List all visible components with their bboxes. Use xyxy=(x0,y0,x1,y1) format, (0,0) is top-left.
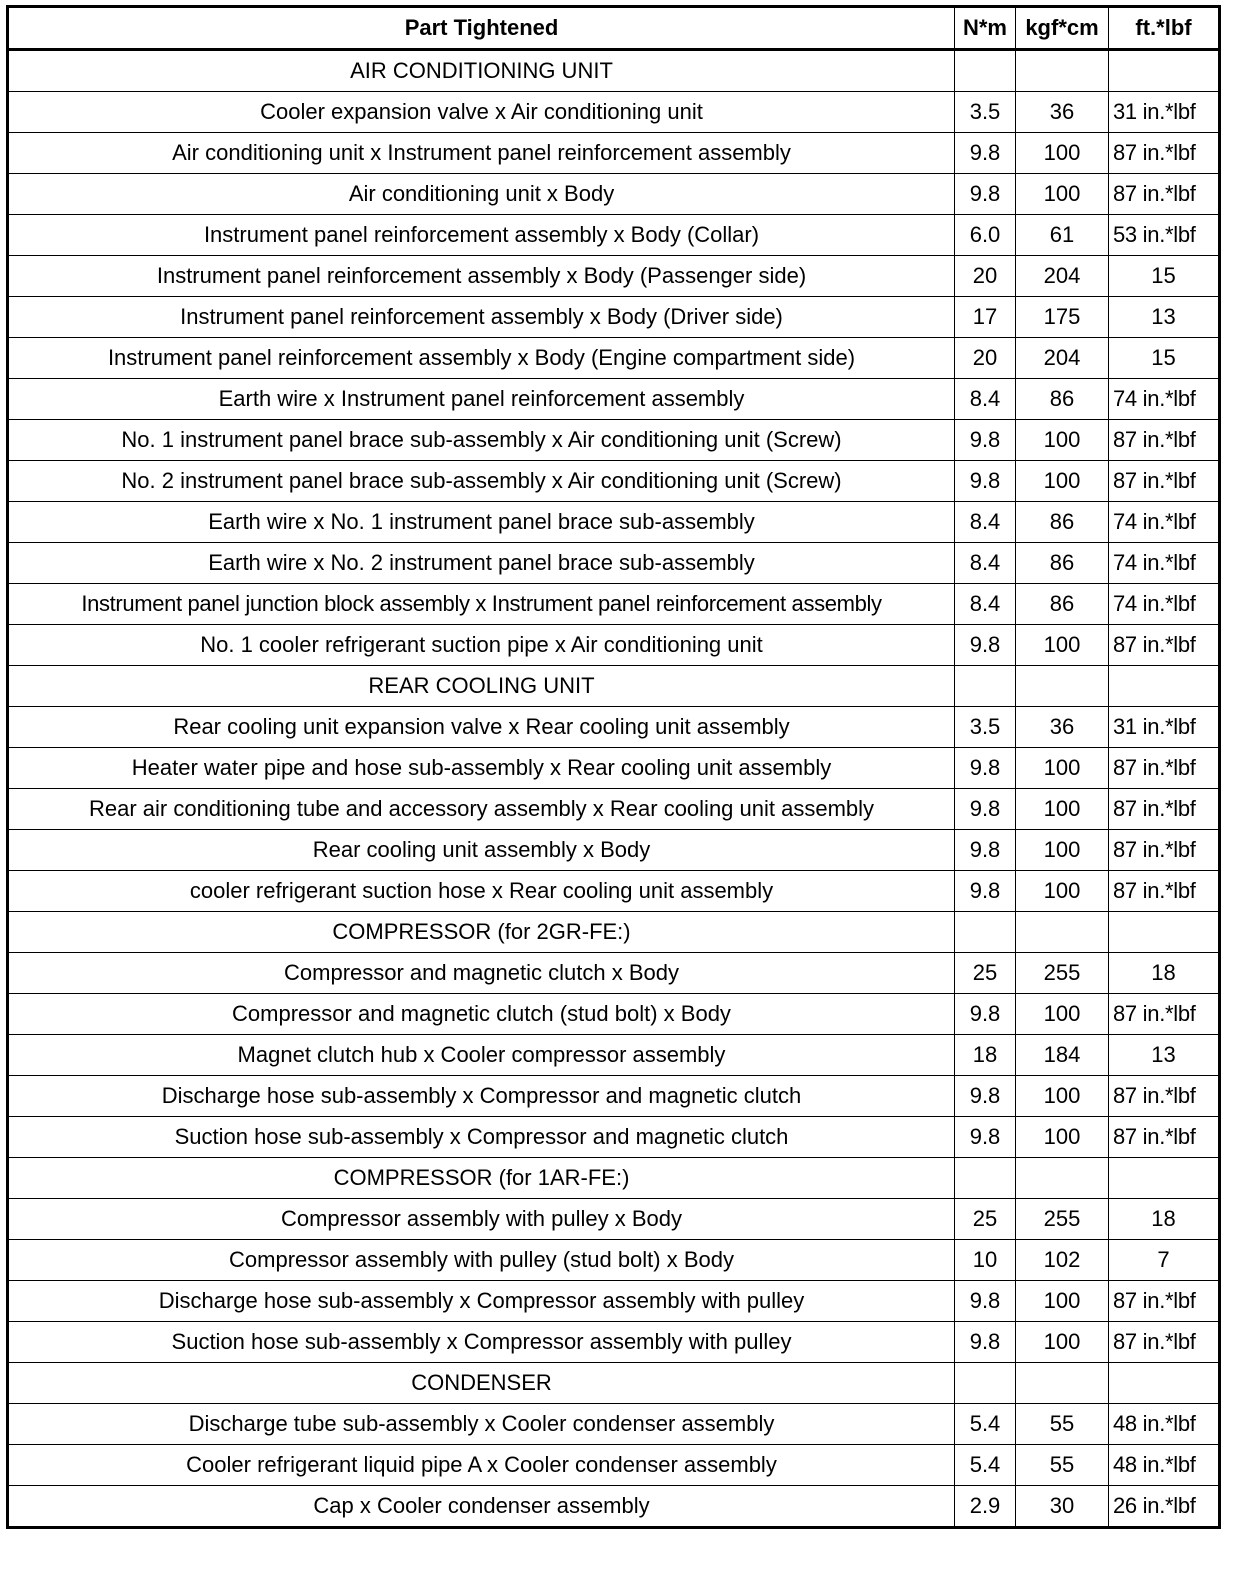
ft-lbf-cell: 15 xyxy=(1109,338,1220,379)
table-row xyxy=(8,1117,1220,1158)
header-kgf-cm: kgf*cm xyxy=(1016,7,1109,50)
ft-lbf-cell: 74 in.*lbf xyxy=(1109,502,1220,543)
section-row xyxy=(8,912,1220,953)
part-tightened-cell: Rear cooling unit expansion valve x Rear cooling unit assembly xyxy=(8,707,955,748)
table-row xyxy=(8,543,1220,584)
table-row xyxy=(8,379,1220,420)
newton-meter-cell: 20 xyxy=(955,338,1016,379)
table-row xyxy=(8,1035,1220,1076)
table-row xyxy=(8,502,1220,543)
newton-meter-cell: 9.8 xyxy=(955,994,1016,1035)
ft-lbf-cell: 74 in.*lbf xyxy=(1109,543,1220,584)
part-tightened-cell: No. 1 instrument panel brace sub-assembly x Air conditioning unit (Screw) xyxy=(8,420,955,461)
table-row xyxy=(8,1281,1220,1322)
kgf-cm-cell: 100 xyxy=(1016,1322,1109,1363)
table-row xyxy=(8,92,1220,133)
part-tightened-cell: Instrument panel junction block assembly x Instrument panel reinforcement assembly xyxy=(8,584,955,625)
part-tightened-cell: Discharge tube sub-assembly x Cooler condenser assembly xyxy=(8,1404,955,1445)
newton-meter-cell: 9.8 xyxy=(955,748,1016,789)
ft-lbf-cell: 87 in.*lbf xyxy=(1109,1117,1220,1158)
table-row xyxy=(8,707,1220,748)
table-row xyxy=(8,1240,1220,1281)
table-row xyxy=(8,584,1220,625)
kgf-cm-cell: 100 xyxy=(1016,789,1109,830)
empty-kgf-cell xyxy=(1016,50,1109,92)
empty-ft-cell xyxy=(1109,1363,1220,1404)
empty-ft-cell xyxy=(1109,666,1220,707)
part-tightened-cell: Rear air conditioning tube and accessory assembly x Rear cooling unit assembly xyxy=(8,789,955,830)
newton-meter-cell: 2.9 xyxy=(955,1486,1016,1528)
table-row xyxy=(8,256,1220,297)
ft-lbf-cell: 31 in.*lbf xyxy=(1109,707,1220,748)
table-row xyxy=(8,215,1220,256)
newton-meter-cell: 9.8 xyxy=(955,625,1016,666)
kgf-cm-cell: 184 xyxy=(1016,1035,1109,1076)
part-tightened-cell: Compressor and magnetic clutch (stud bolt) x Body xyxy=(8,994,955,1035)
table-row xyxy=(8,1076,1220,1117)
newton-meter-cell: 3.5 xyxy=(955,92,1016,133)
table-row xyxy=(8,625,1220,666)
section-title: COMPRESSOR (for 2GR-FE:) xyxy=(8,912,955,953)
part-tightened-cell: Magnet clutch hub x Cooler compressor assembly xyxy=(8,1035,955,1076)
kgf-cm-cell: 100 xyxy=(1016,748,1109,789)
part-tightened-cell: Discharge hose sub-assembly x Compressor assembly with pulley xyxy=(8,1281,955,1322)
kgf-cm-cell: 36 xyxy=(1016,92,1109,133)
newton-meter-cell: 6.0 xyxy=(955,215,1016,256)
newton-meter-cell: 25 xyxy=(955,1199,1016,1240)
section-row xyxy=(8,666,1220,707)
newton-meter-cell: 8.4 xyxy=(955,543,1016,584)
newton-meter-cell: 9.8 xyxy=(955,461,1016,502)
part-tightened-cell: Cap x Cooler condenser assembly xyxy=(8,1486,955,1528)
ft-lbf-cell: 87 in.*lbf xyxy=(1109,1322,1220,1363)
empty-nm-cell xyxy=(955,1158,1016,1199)
ft-lbf-cell: 53 in.*lbf xyxy=(1109,215,1220,256)
kgf-cm-cell: 100 xyxy=(1016,625,1109,666)
section-row xyxy=(8,1158,1220,1199)
kgf-cm-cell: 55 xyxy=(1016,1404,1109,1445)
kgf-cm-cell: 100 xyxy=(1016,461,1109,502)
part-tightened-cell: Air conditioning unit x Body xyxy=(8,174,955,215)
kgf-cm-cell: 86 xyxy=(1016,502,1109,543)
ft-lbf-cell: 74 in.*lbf xyxy=(1109,584,1220,625)
kgf-cm-cell: 100 xyxy=(1016,994,1109,1035)
kgf-cm-cell: 36 xyxy=(1016,707,1109,748)
part-tightened-cell: Instrument panel reinforcement assembly x Body (Passenger side) xyxy=(8,256,955,297)
part-tightened-cell: Heater water pipe and hose sub-assembly x Rear cooling unit assembly xyxy=(8,748,955,789)
ft-lbf-cell: 87 in.*lbf xyxy=(1109,830,1220,871)
part-tightened-cell: Compressor and magnetic clutch x Body xyxy=(8,953,955,994)
newton-meter-cell: 25 xyxy=(955,953,1016,994)
part-tightened-cell: Compressor assembly with pulley (stud bolt) x Body xyxy=(8,1240,955,1281)
section-title: REAR COOLING UNIT xyxy=(8,666,955,707)
table-row xyxy=(8,1322,1220,1363)
ft-lbf-cell: 7 xyxy=(1109,1240,1220,1281)
ft-lbf-cell: 87 in.*lbf xyxy=(1109,133,1220,174)
part-tightened-cell: Cooler expansion valve x Air conditioning unit xyxy=(8,92,955,133)
kgf-cm-cell: 61 xyxy=(1016,215,1109,256)
newton-meter-cell: 9.8 xyxy=(955,1076,1016,1117)
ft-lbf-cell: 87 in.*lbf xyxy=(1109,625,1220,666)
part-tightened-cell: Instrument panel reinforcement assembly x Body (Engine compartment side) xyxy=(8,338,955,379)
part-tightened-cell: Rear cooling unit assembly x Body xyxy=(8,830,955,871)
ft-lbf-cell: 87 in.*lbf xyxy=(1109,994,1220,1035)
newton-meter-cell: 9.8 xyxy=(955,174,1016,215)
newton-meter-cell: 9.8 xyxy=(955,1117,1016,1158)
empty-nm-cell xyxy=(955,50,1016,92)
newton-meter-cell: 9.8 xyxy=(955,133,1016,174)
newton-meter-cell: 9.8 xyxy=(955,1281,1016,1322)
ft-lbf-cell: 87 in.*lbf xyxy=(1109,789,1220,830)
empty-nm-cell xyxy=(955,912,1016,953)
table-row xyxy=(8,1199,1220,1240)
newton-meter-cell: 5.4 xyxy=(955,1404,1016,1445)
ft-lbf-cell: 87 in.*lbf xyxy=(1109,1076,1220,1117)
empty-kgf-cell xyxy=(1016,1158,1109,1199)
table-row xyxy=(8,994,1220,1035)
kgf-cm-cell: 100 xyxy=(1016,1076,1109,1117)
ft-lbf-cell: 87 in.*lbf xyxy=(1109,1281,1220,1322)
table-row xyxy=(8,871,1220,912)
part-tightened-cell: Earth wire x No. 1 instrument panel brace sub-assembly xyxy=(8,502,955,543)
table-row xyxy=(8,748,1220,789)
ft-lbf-cell: 87 in.*lbf xyxy=(1109,461,1220,502)
ft-lbf-cell: 48 in.*lbf xyxy=(1109,1445,1220,1486)
kgf-cm-cell: 100 xyxy=(1016,133,1109,174)
ft-lbf-cell: 87 in.*lbf xyxy=(1109,174,1220,215)
kgf-cm-cell: 102 xyxy=(1016,1240,1109,1281)
header-row xyxy=(8,7,1220,50)
section-title: AIR CONDITIONING UNIT xyxy=(8,50,955,92)
table-row xyxy=(8,1486,1220,1528)
part-tightened-cell: Compressor assembly with pulley x Body xyxy=(8,1199,955,1240)
kgf-cm-cell: 100 xyxy=(1016,420,1109,461)
table-row xyxy=(8,133,1220,174)
empty-nm-cell xyxy=(955,1363,1016,1404)
table-row xyxy=(8,1445,1220,1486)
newton-meter-cell: 3.5 xyxy=(955,707,1016,748)
part-tightened-cell: Earth wire x Instrument panel reinforcement assembly xyxy=(8,379,955,420)
ft-lbf-cell: 87 in.*lbf xyxy=(1109,420,1220,461)
newton-meter-cell: 20 xyxy=(955,256,1016,297)
table-row xyxy=(8,420,1220,461)
table-row xyxy=(8,297,1220,338)
ft-lbf-cell: 87 in.*lbf xyxy=(1109,871,1220,912)
part-tightened-cell: Instrument panel reinforcement assembly x Body (Collar) xyxy=(8,215,955,256)
section-row xyxy=(8,50,1220,92)
newton-meter-cell: 8.4 xyxy=(955,502,1016,543)
part-tightened-cell: No. 2 instrument panel brace sub-assembly x Air conditioning unit (Screw) xyxy=(8,461,955,502)
table-row xyxy=(8,338,1220,379)
ft-lbf-cell: 74 in.*lbf xyxy=(1109,379,1220,420)
kgf-cm-cell: 204 xyxy=(1016,338,1109,379)
kgf-cm-cell: 86 xyxy=(1016,379,1109,420)
part-tightened-cell: Earth wire x No. 2 instrument panel brace sub-assembly xyxy=(8,543,955,584)
empty-nm-cell xyxy=(955,666,1016,707)
part-tightened-cell: Air conditioning unit x Instrument panel reinforcement assembly xyxy=(8,133,955,174)
ft-lbf-cell: 15 xyxy=(1109,256,1220,297)
torque-specification-table xyxy=(6,5,1221,1529)
table-row xyxy=(8,953,1220,994)
section-title: CONDENSER xyxy=(8,1363,955,1404)
table-body xyxy=(8,50,1220,1528)
section-row xyxy=(8,1363,1220,1404)
table-row xyxy=(8,830,1220,871)
newton-meter-cell: 17 xyxy=(955,297,1016,338)
newton-meter-cell: 5.4 xyxy=(955,1445,1016,1486)
kgf-cm-cell: 100 xyxy=(1016,830,1109,871)
ft-lbf-cell: 13 xyxy=(1109,297,1220,338)
newton-meter-cell: 10 xyxy=(955,1240,1016,1281)
newton-meter-cell: 9.8 xyxy=(955,871,1016,912)
empty-ft-cell xyxy=(1109,50,1220,92)
kgf-cm-cell: 204 xyxy=(1016,256,1109,297)
newton-meter-cell: 8.4 xyxy=(955,379,1016,420)
empty-ft-cell xyxy=(1109,1158,1220,1199)
header-part-tightened: Part Tightened xyxy=(8,7,955,50)
newton-meter-cell: 8.4 xyxy=(955,584,1016,625)
empty-ft-cell xyxy=(1109,912,1220,953)
part-tightened-cell: Discharge hose sub-assembly x Compressor and magnetic clutch xyxy=(8,1076,955,1117)
newton-meter-cell: 9.8 xyxy=(955,1322,1016,1363)
ft-lbf-cell: 48 in.*lbf xyxy=(1109,1404,1220,1445)
section-title: COMPRESSOR (for 1AR-FE:) xyxy=(8,1158,955,1199)
newton-meter-cell: 18 xyxy=(955,1035,1016,1076)
empty-kgf-cell xyxy=(1016,1363,1109,1404)
kgf-cm-cell: 100 xyxy=(1016,1117,1109,1158)
header-newton-meter: N*m xyxy=(955,7,1016,50)
part-tightened-cell: Instrument panel reinforcement assembly x Body (Driver side) xyxy=(8,297,955,338)
ft-lbf-cell: 18 xyxy=(1109,953,1220,994)
part-tightened-cell: cooler refrigerant suction hose x Rear cooling unit assembly xyxy=(8,871,955,912)
kgf-cm-cell: 86 xyxy=(1016,584,1109,625)
kgf-cm-cell: 86 xyxy=(1016,543,1109,584)
kgf-cm-cell: 100 xyxy=(1016,871,1109,912)
empty-kgf-cell xyxy=(1016,666,1109,707)
kgf-cm-cell: 100 xyxy=(1016,174,1109,215)
ft-lbf-cell: 26 in.*lbf xyxy=(1109,1486,1220,1528)
newton-meter-cell: 9.8 xyxy=(955,830,1016,871)
newton-meter-cell: 9.8 xyxy=(955,789,1016,830)
part-tightened-cell: Cooler refrigerant liquid pipe A x Cooler condenser assembly xyxy=(8,1445,955,1486)
kgf-cm-cell: 55 xyxy=(1016,1445,1109,1486)
ft-lbf-cell: 13 xyxy=(1109,1035,1220,1076)
kgf-cm-cell: 255 xyxy=(1016,1199,1109,1240)
table-row xyxy=(8,789,1220,830)
kgf-cm-cell: 255 xyxy=(1016,953,1109,994)
header-ft-lbf: ft.*lbf xyxy=(1109,7,1220,50)
table-row xyxy=(8,1404,1220,1445)
kgf-cm-cell: 175 xyxy=(1016,297,1109,338)
ft-lbf-cell: 31 in.*lbf xyxy=(1109,92,1220,133)
ft-lbf-cell: 87 in.*lbf xyxy=(1109,748,1220,789)
newton-meter-cell: 9.8 xyxy=(955,420,1016,461)
kgf-cm-cell: 100 xyxy=(1016,1281,1109,1322)
kgf-cm-cell: 30 xyxy=(1016,1486,1109,1528)
ft-lbf-cell: 18 xyxy=(1109,1199,1220,1240)
table-row xyxy=(8,174,1220,215)
part-tightened-cell: Suction hose sub-assembly x Compressor assembly with pulley xyxy=(8,1322,955,1363)
part-tightened-cell: Suction hose sub-assembly x Compressor and magnetic clutch xyxy=(8,1117,955,1158)
empty-kgf-cell xyxy=(1016,912,1109,953)
table-row xyxy=(8,461,1220,502)
part-tightened-cell: No. 1 cooler refrigerant suction pipe x Air conditioning unit xyxy=(8,625,955,666)
